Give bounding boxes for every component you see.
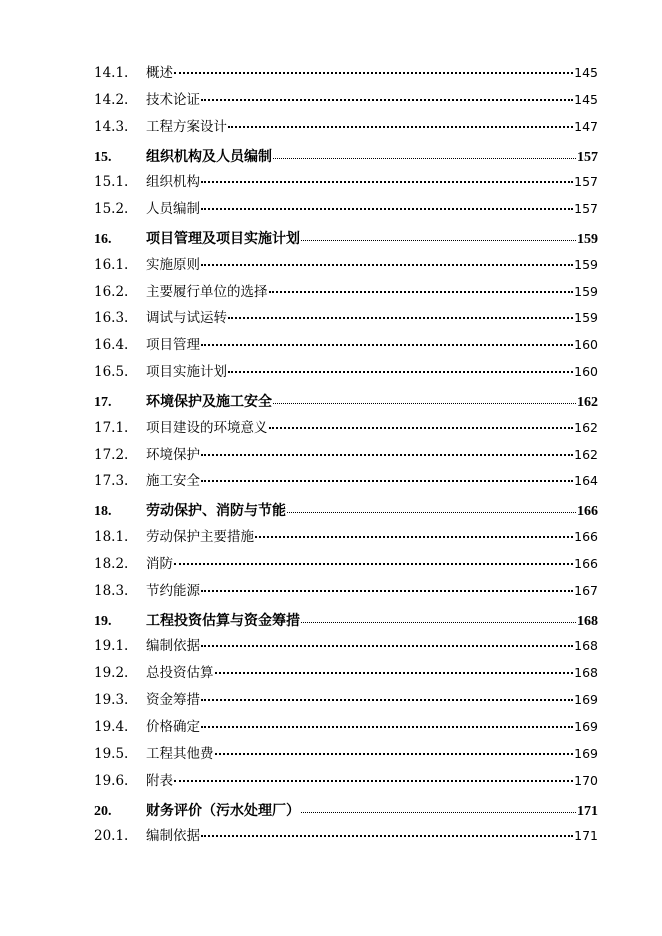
toc-section-entry[interactable] <box>94 742 598 769</box>
toc-entry-page-number: 169 <box>574 692 598 707</box>
toc-entry-page-number: 166 <box>574 528 598 544</box>
toc-entry-page-number: 160 <box>574 364 598 380</box>
toc-dot-leader <box>228 317 573 319</box>
toc-chapter-entry[interactable] <box>94 224 598 253</box>
toc-entry-number: 14.3. <box>94 118 129 135</box>
toc-dot-leader <box>273 158 576 159</box>
toc-entry-page-number: 162 <box>577 395 598 411</box>
toc-entry-title: 工程投资估算与资金筹措 <box>146 612 300 629</box>
toc-dot-leader <box>228 126 573 128</box>
toc-entry-title: 施工安全 <box>146 473 200 490</box>
toc-dot-leader <box>301 812 576 813</box>
toc-section-entry[interactable] <box>94 115 598 142</box>
toc-entry-page-number: 169 <box>574 745 598 761</box>
toc-section-entry[interactable] <box>94 634 598 661</box>
toc-section-entry[interactable] <box>94 197 598 224</box>
toc-entry-number: 16.1. <box>94 256 129 273</box>
toc-dot-leader <box>269 427 574 429</box>
toc-section-entry[interactable] <box>94 552 598 579</box>
toc-entry-title: 编制依据 <box>146 638 200 655</box>
toc-entry-number: 15.2. <box>94 201 129 218</box>
toc-entry-title: 项目实施计划 <box>146 364 227 381</box>
toc-dot-leader <box>201 99 573 101</box>
toc-entry-page-number: 162 <box>574 419 598 435</box>
toc-entry-title: 环境保护 <box>146 446 200 463</box>
toc-dot-leader <box>301 622 576 623</box>
toc-section-entry[interactable] <box>94 170 598 197</box>
toc-dot-leader <box>287 512 576 513</box>
toc-dot-leader <box>174 780 573 782</box>
toc-entry-page-number: 171 <box>577 803 598 819</box>
toc-entry-title: 编制依据 <box>146 828 200 845</box>
toc-entry-number: 19.6. <box>94 772 129 789</box>
toc-entry-page-number: 145 <box>574 91 598 107</box>
toc-entry-page-number: 160 <box>574 337 598 353</box>
toc-entry-number: 19. <box>94 613 112 629</box>
toc-entry-title: 组织机构 <box>146 174 200 191</box>
toc-entry-number: 16. <box>94 232 112 248</box>
toc-section-entry[interactable] <box>94 661 598 688</box>
toc-dot-leader <box>201 699 573 701</box>
toc-dot-leader <box>201 181 573 183</box>
toc-entry-number: 18. <box>94 504 112 520</box>
toc-entry-page-number: 170 <box>574 772 598 788</box>
toc-entry-number: 16.4. <box>94 337 129 354</box>
toc-entry-number: 19.3. <box>94 692 129 708</box>
table-of-contents <box>94 61 598 851</box>
toc-entry-number: 19.4. <box>94 718 129 735</box>
toc-entry-number: 15.1. <box>94 174 129 191</box>
toc-entry-title: 项目管理及项目实施计划 <box>146 231 300 248</box>
toc-entry-page-number: 157 <box>574 201 598 217</box>
toc-entry-page-number: 145 <box>574 65 598 80</box>
toc-entry-title: 实施原则 <box>146 256 200 273</box>
toc-dot-leader <box>273 403 576 404</box>
toc-section-entry[interactable] <box>94 88 598 115</box>
toc-entry-page-number: 168 <box>574 638 598 654</box>
toc-entry-number: 18.1. <box>94 528 129 545</box>
toc-entry-title: 技术论证 <box>146 91 200 108</box>
toc-chapter-entry[interactable] <box>94 142 598 171</box>
toc-entry-title: 价格确定 <box>146 718 200 735</box>
toc-dot-leader <box>201 264 573 266</box>
toc-dot-leader <box>201 645 573 647</box>
toc-section-entry[interactable] <box>94 280 598 307</box>
toc-entry-page-number: 168 <box>574 665 598 681</box>
toc-section-entry[interactable] <box>94 253 598 280</box>
toc-entry-title: 节约能源 <box>146 582 200 599</box>
toc-entry-number: 18.2. <box>94 555 129 572</box>
toc-entry-number: 14.1. <box>94 65 129 81</box>
toc-section-entry[interactable] <box>94 61 598 88</box>
toc-entry-page-number: 164 <box>574 473 598 489</box>
toc-entry-page-number: 171 <box>574 828 598 844</box>
toc-section-entry[interactable] <box>94 333 598 360</box>
toc-chapter-entry[interactable] <box>94 796 598 825</box>
toc-entry-number: 20.1. <box>94 828 129 845</box>
toc-entry-number: 16.2. <box>94 283 129 300</box>
toc-entry-page-number: 157 <box>574 174 598 190</box>
toc-entry-number: 17.3. <box>94 473 129 490</box>
toc-section-entry[interactable] <box>94 443 598 470</box>
toc-chapter-entry[interactable] <box>94 606 598 635</box>
toc-dot-leader <box>201 344 573 346</box>
toc-entry-title: 劳动保护、消防与节能 <box>146 503 286 520</box>
toc-entry-page-number: 166 <box>574 555 598 571</box>
toc-entry-number: 14.2. <box>94 91 129 108</box>
toc-chapter-entry[interactable] <box>94 387 598 416</box>
toc-section-entry[interactable] <box>94 525 598 552</box>
toc-entry-title: 总投资估算 <box>146 665 214 682</box>
toc-section-entry[interactable] <box>94 360 598 387</box>
toc-entry-page-number: 169 <box>574 718 598 734</box>
toc-entry-title: 主要履行单位的选择 <box>146 283 268 300</box>
toc-entry-title: 组织机构及人员编制 <box>146 148 272 165</box>
toc-dot-leader <box>174 563 573 565</box>
toc-entry-title: 概述 <box>146 65 173 81</box>
toc-entry-title: 环境保护及施工安全 <box>146 394 272 411</box>
toc-entry-number: 17.2. <box>94 446 129 463</box>
toc-entry-page-number: 147 <box>574 118 598 134</box>
toc-dot-leader <box>201 590 573 592</box>
toc-entry-number: 19.1. <box>94 638 129 655</box>
toc-dot-leader <box>201 480 573 482</box>
toc-entry-number: 16.3. <box>94 310 129 327</box>
toc-entry-number: 17.1. <box>94 419 129 436</box>
toc-entry-page-number: 166 <box>577 504 598 520</box>
toc-dot-leader <box>201 208 573 210</box>
toc-section-entry[interactable] <box>94 715 598 742</box>
toc-entry-page-number: 162 <box>574 446 598 462</box>
toc-entry-number: 16.5. <box>94 364 129 381</box>
toc-entry-page-number: 157 <box>577 149 598 165</box>
toc-entry-page-number: 168 <box>577 613 598 629</box>
toc-dot-leader <box>215 672 574 674</box>
toc-section-entry[interactable] <box>94 769 598 796</box>
toc-dot-leader <box>301 240 576 241</box>
toc-entry-title: 消防 <box>146 555 173 572</box>
toc-section-entry[interactable] <box>94 824 598 851</box>
toc-entry-title: 工程其他费 <box>146 745 214 762</box>
toc-entry-page-number: 159 <box>577 232 598 248</box>
toc-section-entry[interactable] <box>94 469 598 496</box>
toc-entry-title: 劳动保护主要措施 <box>146 528 254 545</box>
toc-dot-leader <box>201 726 573 728</box>
toc-section-entry[interactable] <box>94 416 598 443</box>
toc-entry-title: 人员编制 <box>146 201 200 218</box>
toc-entry-page-number: 159 <box>574 283 598 299</box>
toc-entry-title: 附表 <box>146 772 173 789</box>
toc-entry-page-number: 159 <box>574 256 598 272</box>
toc-entry-page-number: 167 <box>574 582 598 598</box>
toc-dot-leader <box>215 753 574 755</box>
toc-chapter-entry[interactable] <box>94 496 598 525</box>
toc-entry-title: 项目管理 <box>146 337 200 354</box>
toc-entry-number: 19.5. <box>94 745 129 762</box>
toc-entry-number: 17. <box>94 395 112 411</box>
toc-entry-title: 项目建设的环境意义 <box>146 419 268 436</box>
toc-entry-number: 19.2. <box>94 665 129 682</box>
toc-entry-title: 工程方案设计 <box>146 118 227 135</box>
toc-entry-title: 资金筹措 <box>146 692 200 708</box>
toc-entry-page-number: 159 <box>574 310 598 326</box>
toc-section-entry[interactable] <box>94 688 598 715</box>
toc-dot-leader <box>174 72 573 74</box>
toc-section-entry[interactable] <box>94 306 598 333</box>
toc-entry-title: 财务评价（污水处理厂） <box>146 802 300 819</box>
toc-entry-number: 15. <box>94 149 112 165</box>
toc-entry-title: 调试与试运转 <box>146 310 227 327</box>
toc-dot-leader <box>201 454 573 456</box>
toc-dot-leader <box>255 536 573 538</box>
toc-dot-leader <box>269 291 574 293</box>
toc-dot-leader <box>228 371 573 373</box>
toc-section-entry[interactable] <box>94 579 598 606</box>
toc-dot-leader <box>201 835 573 837</box>
toc-entry-number: 20. <box>94 803 112 819</box>
toc-entry-number: 18.3. <box>94 582 129 599</box>
